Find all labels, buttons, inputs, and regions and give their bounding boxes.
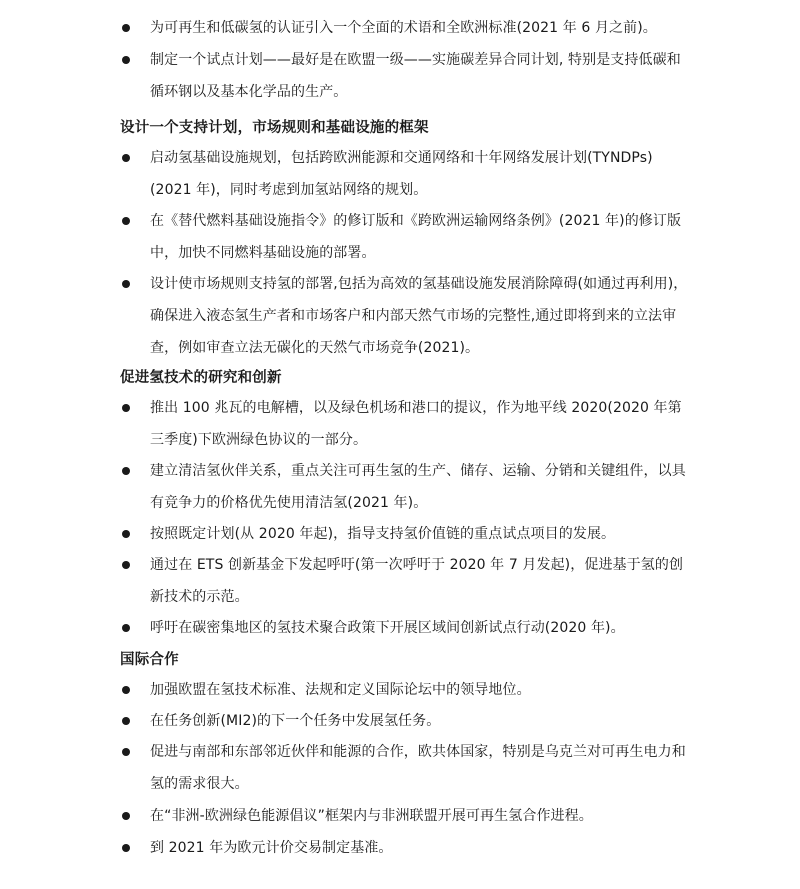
bullet-icon <box>122 467 130 475</box>
bullet-icon <box>122 561 130 569</box>
section-heading: 设计一个支持计划，市场规则和基础设施的框架 <box>120 120 429 136</box>
list-item-text: 设计使市场规则支持氢的部署,包括为高效的氢基础设施发展消除障碍(如通过再利用)，确保进入液态氢生产者和市场客户和内部天然气市场的完整性,通过即将到来的立法审查，例如审查立法无碳化的天然气市场竞争(2021)。 <box>150 276 688 356</box>
bullet-icon <box>122 748 130 756</box>
list-item-text: 建立清洁氢伙伴关系，重点关注可再生氢的生产、储存、运输、分销和关键组件，以具有竞争力的价格优先使用清洁氢(2021 年)。 <box>150 463 686 511</box>
list-item-text: 为可再生和低碳氢的认证引入一个全面的术语和全欧洲标准(2021 年 6 月之前)。 <box>150 20 657 36</box>
bullet-icon <box>122 404 130 412</box>
list-item-text: 通过在 ETS 创新基金下发起呼吁(第一次呼吁于 2020 年 7 月发起)，促进基于氢的创新技术的示范。 <box>150 557 684 605</box>
list-item-text: 加强欧盟在氢技术标准、法规和定义国际论坛中的领导地位。 <box>150 682 531 698</box>
list-item <box>118 205 688 269</box>
list-item <box>118 455 688 519</box>
list-item <box>118 832 688 864</box>
bullet-icon <box>122 812 130 820</box>
list-item <box>118 44 688 108</box>
list-item <box>118 549 688 613</box>
list-item <box>118 736 688 800</box>
list-item-text: 到 2021 年为欧元计价交易制定基准。 <box>150 840 393 856</box>
list-item <box>118 612 688 644</box>
list-item <box>118 12 688 44</box>
list-item-text: 制定一个试点计划——最好是在欧盟一级——实施碳差异合同计划, 特别是支持低碳和循环钢以及基本化学品的生产。 <box>150 52 681 100</box>
list-item <box>118 705 688 737</box>
bullet-icon <box>122 844 130 852</box>
bullet-icon <box>122 624 130 632</box>
bullet-icon <box>122 280 130 288</box>
list-item <box>118 800 688 832</box>
section-heading: 国际合作 <box>120 652 179 668</box>
list-item-text: 按照既定计划(从 2020 年起)，指导支持氢价值链的重点试点项目的发展。 <box>150 526 616 542</box>
list-item-text: 呼吁在碳密集地区的氢技术聚合政策下开展区域间创新试点行动(2020 年)。 <box>150 620 625 636</box>
list-item-text: 促进与南部和东部邻近伙伴和能源的合作，欧共体国家，特别是乌克兰对可再生电力和氢的需求很大。 <box>150 744 686 792</box>
list-item <box>118 518 688 550</box>
section-heading: 促进氢技术的研究和创新 <box>120 370 282 386</box>
bullet-icon <box>122 154 130 162</box>
list-item <box>118 268 688 364</box>
list-item-text: 在任务创新(MI2)的下一个任务中发展氢任务。 <box>150 713 441 729</box>
list-item-text: 推出 100 兆瓦的电解槽，以及绿色机场和港口的提议，作为地平线 2020(2020 年第三季度)下欧洲绿色协议的一部分。 <box>150 400 682 448</box>
list-item <box>118 142 688 206</box>
list-item-text: 启动氢基础设施规划，包括跨欧洲能源和交通网络和十年网络发展计划(TYNDPs)(2021 年)，同时考虑到加氢站网络的规划。 <box>150 150 653 198</box>
list-item <box>118 392 688 456</box>
bullet-icon <box>122 56 130 64</box>
bullet-icon <box>122 24 130 32</box>
bullet-icon <box>122 686 130 694</box>
bullet-icon <box>122 530 130 538</box>
bullet-icon <box>122 717 130 725</box>
list-item-text: 在“非洲-欧洲绿色能源倡议”框架内与非洲联盟开展可再生氢合作进程。 <box>150 808 593 824</box>
bullet-icon <box>122 217 130 225</box>
list-item <box>118 674 688 706</box>
list-item-text: 在《替代燃料基础设施指令》的修订版和《跨欧洲运输网络条例》(2021 年)的修订版中，加快不同燃料基础设施的部署。 <box>150 213 682 261</box>
